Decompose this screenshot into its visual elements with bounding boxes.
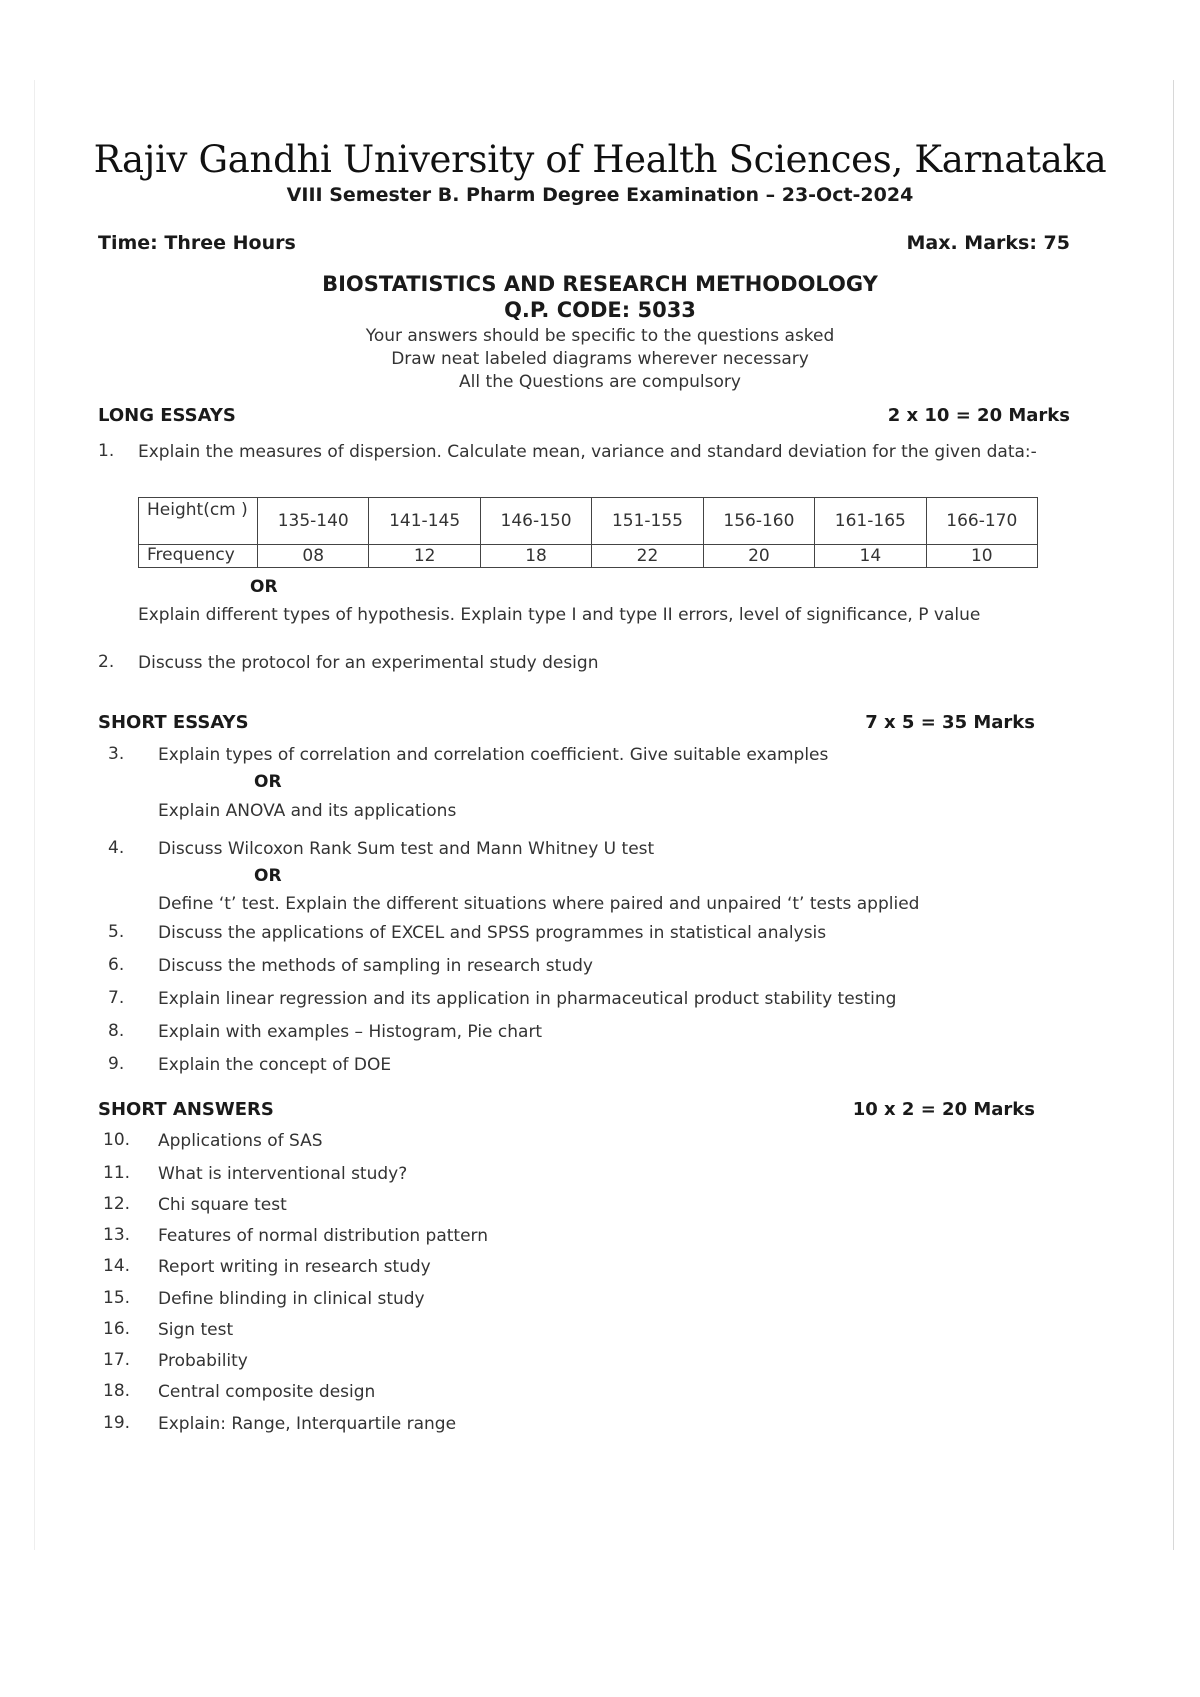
question-number: 6. <box>108 955 125 975</box>
question-text: Explain linear regression and its application in pharmaceutical product stability testing <box>158 989 897 1009</box>
max-marks-label: Max. Marks: 75 <box>906 232 1070 254</box>
question-text: Probability <box>158 1351 248 1371</box>
table-cell: 146-150 <box>480 498 591 545</box>
table-cell: 161-165 <box>815 498 926 545</box>
question-text: Discuss Wilcoxon Rank Sum test and Mann Whitney U test <box>158 839 655 859</box>
question-number: 17. <box>103 1350 131 1370</box>
table-cell: 18 <box>480 545 591 568</box>
question-text: Sign test <box>158 1320 234 1340</box>
question-text: Applications of SAS <box>158 1131 323 1151</box>
question-text: Chi square test <box>158 1195 287 1215</box>
table-cell: 08 <box>258 545 369 568</box>
or-label: OR <box>254 772 282 792</box>
question-number: 7. <box>108 988 125 1008</box>
question-number: 15. <box>103 1288 131 1308</box>
question-text: Explain the concept of DOE <box>158 1055 392 1075</box>
frequency-table <box>138 497 1038 568</box>
question-number: 18. <box>103 1381 131 1401</box>
university-title: Rajiv Gandhi University of Health Sciences, Karnataka <box>93 138 1107 181</box>
question-text: Explain: Range, Interquartile range <box>158 1414 457 1434</box>
question-number: 10. <box>103 1130 131 1150</box>
table-cell: 151-155 <box>592 498 703 545</box>
question-number: 19. <box>103 1413 131 1433</box>
table-cell: 14 <box>815 545 926 568</box>
question-number: 3. <box>108 744 125 764</box>
subject-title: BIOSTATISTICS AND RESEARCH METHODOLOGY <box>322 272 878 296</box>
table-cell: 156-160 <box>703 498 814 545</box>
qp-code: Q.P. CODE: 5033 <box>504 298 696 322</box>
question-number: 4. <box>108 838 125 858</box>
question-text: Define ‘t’ test. Explain the different situations where paired and unpaired ‘t’ tests applied <box>158 894 920 914</box>
instruction-2: Draw neat labeled diagrams wherever necessary <box>391 349 809 369</box>
question-text: Define blinding in clinical study <box>158 1289 425 1309</box>
question-number: 8. <box>108 1021 125 1041</box>
question-number: 5. <box>108 922 125 942</box>
or-label: OR <box>254 866 282 886</box>
question-text: What is interventional study? <box>158 1164 408 1184</box>
table-cell: 22 <box>592 545 703 568</box>
table-cell: 20 <box>703 545 814 568</box>
question-text: Explain types of correlation and correlation coefficient. Give suitable examples <box>158 745 829 765</box>
table-cell: 141-145 <box>369 498 480 545</box>
table-row-label: Frequency <box>139 545 258 568</box>
instruction-3: All the Questions are compulsory <box>459 372 741 392</box>
question-text: Explain different types of hypothesis. Explain type I and type II errors, level of significance, P value <box>138 605 981 625</box>
question-number: 13. <box>103 1225 131 1245</box>
table-row-label: Height(cm ) <box>139 498 258 545</box>
short-essays-heading: SHORT ESSAYS <box>98 712 249 733</box>
table-cell: 12 <box>369 545 480 568</box>
question-text: Discuss the methods of sampling in research study <box>158 956 593 976</box>
question-text: Report writing in research study <box>158 1257 431 1277</box>
question-number: 12. <box>103 1194 131 1214</box>
table-cell: 166-170 <box>926 498 1037 545</box>
exam-title: VIII Semester B. Pharm Degree Examination – 23-Oct-2024 <box>286 184 914 206</box>
question-text: Central composite design <box>158 1382 376 1402</box>
short-answers-heading: SHORT ANSWERS <box>98 1099 274 1120</box>
question-text: Explain the measures of dispersion. Calculate mean, variance and standard deviation for the given data:- <box>138 442 1037 462</box>
question-number: 1. <box>98 441 115 461</box>
question-number: 14. <box>103 1256 131 1276</box>
question-number: 2. <box>98 652 115 672</box>
short-answers-marks: 10 x 2 = 20 Marks <box>852 1099 1035 1120</box>
long-essays-marks: 2 x 10 = 20 Marks <box>887 405 1070 426</box>
question-text: Discuss the protocol for an experimental study design <box>138 653 599 673</box>
question-text: Explain with examples – Histogram, Pie chart <box>158 1022 543 1042</box>
long-essays-heading: LONG ESSAYS <box>98 405 236 426</box>
short-essays-marks: 7 x 5 = 35 Marks <box>865 712 1035 733</box>
question-number: 11. <box>103 1163 131 1183</box>
table-cell: 10 <box>926 545 1037 568</box>
time-label: Time: Three Hours <box>98 232 296 254</box>
question-text: Explain ANOVA and its applications <box>158 801 457 821</box>
question-text: Discuss the applications of EXCEL and SPSS programmes in statistical analysis <box>158 923 827 943</box>
instruction-1: Your answers should be specific to the questions asked <box>365 326 835 346</box>
table-cell: 135-140 <box>258 498 369 545</box>
question-text: Features of normal distribution pattern <box>158 1226 489 1246</box>
question-number: 16. <box>103 1319 131 1339</box>
question-number: 9. <box>108 1054 125 1074</box>
or-label: OR <box>250 577 278 597</box>
